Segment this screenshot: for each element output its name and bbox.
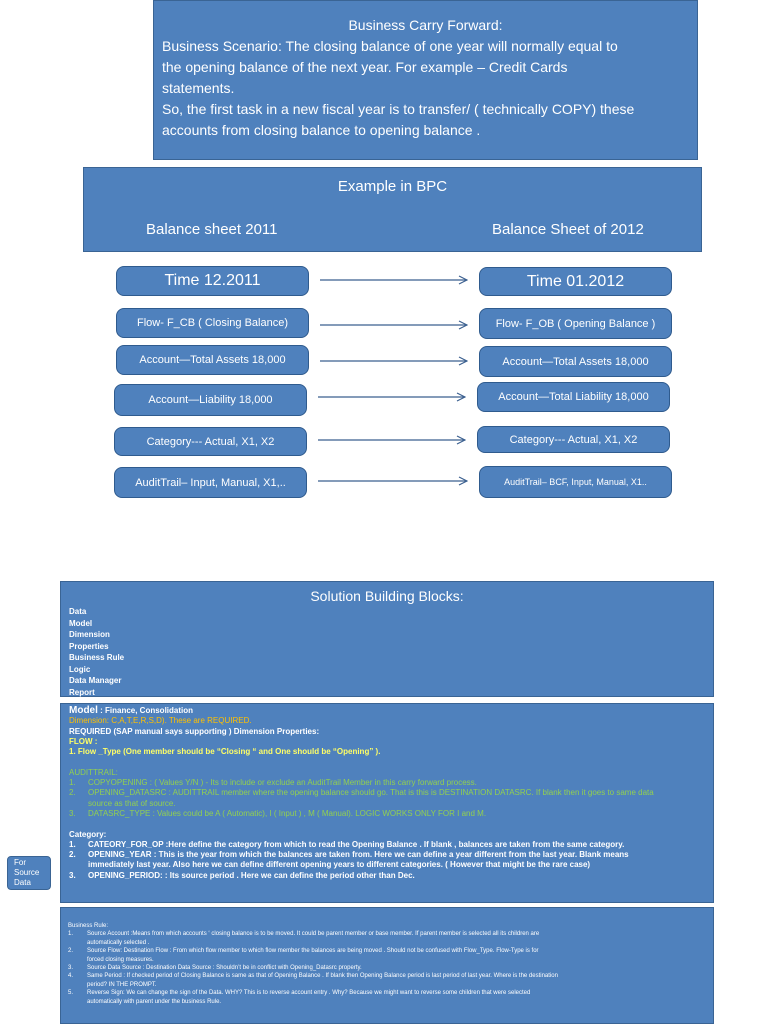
solution-title: Solution Building Blocks:	[310, 588, 464, 604]
category-item-cont: immediately last year. Also here we can define different opening years to different categories. ( However that might be the rare case)	[88, 860, 591, 870]
right-node-liability: Account—Total Liability 18,000	[477, 382, 670, 412]
rule-item-cont: period? IN THE PROMPT.	[87, 981, 157, 988]
intro-line: So, the first task in a new fiscal year is to transfer/ ( technically COPY) these	[162, 101, 635, 117]
rule-item: 5. Reverse Sign: We can change the sign of the Data. WHY? This is to reverse account entry . Why? Because we might want to reverse some children that were selected	[68, 990, 531, 997]
solution-item: Model	[69, 618, 93, 628]
right-node-flow: Flow- F_OB ( Opening Balance )	[479, 308, 672, 339]
flow-type-line: 1. Flow _Type (One member should be “Closing “ and One should be “Opening” ).	[69, 747, 381, 757]
example-title: Example in BPC	[337, 178, 448, 195]
solution-item: Properties	[69, 641, 109, 651]
solution-item: Data Manager	[69, 676, 122, 685]
intro-title: Business Carry Forward:	[348, 17, 503, 33]
solution-building-blocks	[60, 581, 714, 697]
dimension-line: Dimension: C,A,T,E,R,S,D). These are REQUIRED.	[69, 716, 252, 726]
right-node-time: Time 01.2012	[479, 267, 672, 296]
right-node-category: Category--- Actual, X1, X2	[477, 426, 670, 453]
intro-line: accounts from closing balance to opening balance .	[162, 122, 481, 138]
solution-item: Dimension	[69, 630, 110, 639]
flow-heading: FLOW :	[69, 736, 98, 746]
right-node-assets: Account—Total Assets 18,000	[479, 346, 672, 377]
solution-item: Data	[69, 607, 87, 616]
left-node-liability: Account—Liability 18,000	[114, 384, 307, 416]
left-node-audittrail: AuditTrail– Input, Manual, X1,..	[114, 467, 307, 498]
rule-item: 4. Same Period : If checked period of Closing Balance is same as that of Opening Balance . If blank then Opening Balance period is last period of last year. Where is the destination	[68, 973, 558, 980]
solution-item: Logic	[69, 664, 91, 674]
category-item: 1. CATEORY_FOR_OP :Here define the category from which to read the Opening Balance . If blank , balances are taken from the same category.	[69, 839, 625, 849]
intro-line: Business Scenario: The closing balance of one year will normally equal to	[162, 38, 618, 54]
audittrail-heading: AUDITTRAIL:	[69, 767, 118, 777]
model-row	[69, 706, 705, 716]
audit-item: 3. DATASRC_TYPE : Values could be A ( Automatic), I ( Input ) , M ( Manual). LOGIC WORKS ONLY FOR I and M.	[69, 808, 487, 818]
solution-item: Business Rule	[69, 653, 125, 662]
audit-item: 2. OPENING_DATASRC : AUDITTRAIL member where the opening balance should go. That is this is DESTINATION DATASRC. If blank then it goes to same data	[69, 788, 654, 798]
rule-item: 3. Source Data Source : Destination Data Source : Shouldn’t be in conflict with Opening_Datasrc property.	[68, 965, 362, 972]
business-rule-section	[60, 907, 714, 1024]
category-item: 2. OPENING_YEAR : This is the year from which the balances are taken from. Here we can define a year different from the last year. Blank means	[69, 850, 629, 860]
left-node-flow: Flow- F_CB ( Closing Balance)	[116, 308, 309, 338]
left-node-category: Category--- Actual, X1, X2	[114, 427, 307, 456]
category-item: 3. OPENING_PERIOD: : Its source period . Here we can define the period other than Dec.	[69, 870, 415, 880]
solution-item: Report	[69, 687, 95, 697]
intro-line: the opening balance of the next year. For example – Credit Cards	[162, 59, 568, 75]
required-line: REQUIRED (SAP manual says supporting ) Dimension Properties:	[69, 726, 320, 736]
rule-item-cont: automatically selected .	[87, 939, 150, 946]
right-node-audittrail: AuditTrail– BCF, Input, Manual, X1..	[479, 466, 672, 498]
audit-item: 1. COPYOPENING : ( Values Y/N ) - Its to include or exclude an AuditTrail Member in this carry forward process.	[69, 778, 477, 788]
model-value: : Finance, Consolidation	[97, 706, 194, 715]
solution-list	[69, 606, 124, 698]
category-heading: Category:	[69, 829, 107, 839]
rule-item-cont: automatically with parent under the business Rule.	[87, 998, 222, 1005]
rule-item: 2. Source Flow: Destination Flow : From which flow member to which flow member the balances are being moved . Should not be confused with Flow_Type. Flow-Type is for	[68, 948, 539, 955]
right-column-heading: Balance Sheet of 2012	[492, 221, 644, 238]
left-node-time: Time 12.2011	[116, 266, 309, 296]
intro-line: statements.	[162, 80, 235, 96]
model-label: Model	[69, 705, 98, 716]
left-node-assets: Account—Total Assets 18,000	[116, 345, 309, 375]
for-source-data-tag: For Source Data	[7, 856, 51, 890]
business-rule-title: Business Rule:	[68, 923, 109, 929]
rule-item-cont: forced closing measures.	[87, 956, 154, 963]
audit-item-cont: source as that of source.	[88, 798, 176, 808]
rule-item: 1. Source Account :Means from which accounts ‘ closing balance is to be moved. It could be parent member or base member. If parent member is selected all its children are	[68, 931, 540, 938]
left-column-heading: Balance sheet 2011	[146, 221, 278, 238]
model-section	[60, 703, 714, 903]
